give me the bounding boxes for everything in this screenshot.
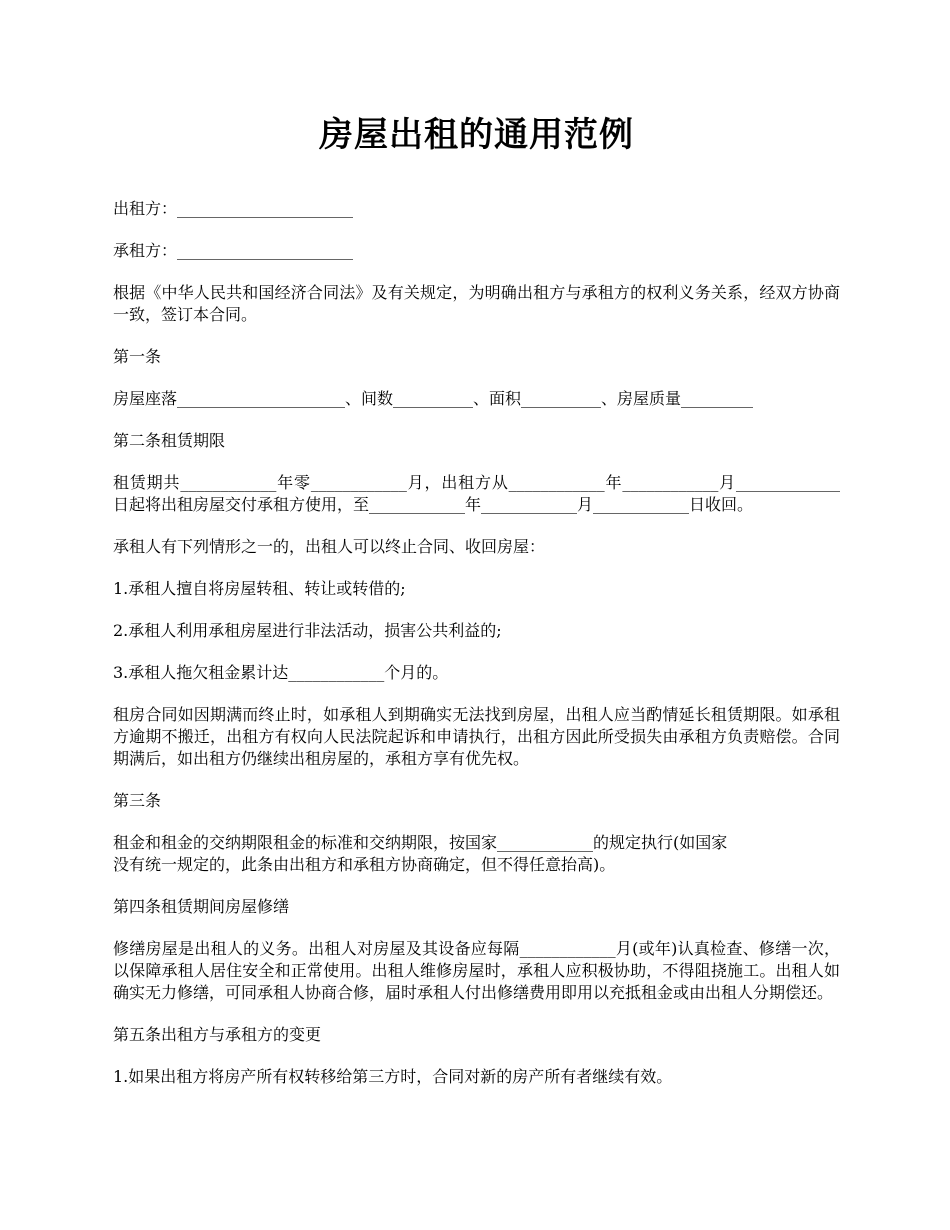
article-5-item-1: 1.如果出租方将房产所有权转移给第三方时，合同对新的房产所有者继续有效。 [113,1067,673,1086]
article-4-body: 修缮房屋是出租人的义务。出租人对房屋及其设备应每隔____________月(或年)认真检查、修缮一次，以保障承租人居住安全和正常使用。出租人维修房屋时，承租人应积极协助，不得阻挠施工。出租人如确实无力修缮，可同承租人协商合修，届时承租人付出修缮费用即用以充抵租金或由出租人分期偿还。 [113,939,840,1002]
article-2-body: 租赁期共____________年零____________月，出租方从____________年____________月_____________日起将出租房屋交付承租方使用，至____________年____________月____________日收回。 [113,473,840,514]
termination-item-2: 2.承租人利用承租房屋进行非法活动，损害公共利益的; [113,621,502,640]
lessee-line: 承租方：______________________ [113,241,354,260]
termination-item-3: 3.承租人拖欠租金累计达____________个月的。 [113,663,449,682]
expiry-paragraph: 租房合同如因期满而终止时，如承租人到期确实无法找到房屋，出租人应当酌情延长租赁期限。如承租方逾期不搬迁，出租方有权向人民法院起诉和申请执行，出租方因此所受损失由承租方负责赔偿。合同期满后，如出租方仍继续出租房屋的，承租方享有优先权。 [113,705,840,768]
lessor-line: 出租方：______________________ [113,199,354,218]
preamble-paragraph: 根据《中华人民共和国经济合同法》及有关规定，为明确出租方与承租方的权利义务关系，经双方协商一致，签订本合同。 [113,283,840,324]
termination-item-1: 1.承租人擅自将房屋转租、转让或转借的; [113,579,406,598]
termination-intro: 承租人有下列情形之一的，出租人可以终止合同、收回房屋： [113,537,546,556]
article-4-heading: 第四条租赁期间房屋修缮 [113,897,290,916]
document-title: 房屋出租的通用范例 [319,115,634,155]
article-3-body: 租金和租金的交纳期限租金的标准和交纳期限，按国家____________的规定执行(如国家 没有统一规定的，此条由出租方和承租方协商确定，但不得任意抬高)。 [113,833,728,874]
article-5-heading: 第五条出租方与承租方的变更 [113,1025,322,1044]
article-3-heading: 第三条 [113,791,162,810]
article-1-heading: 第一条 [113,347,162,366]
article-1-body: 房屋座落_____________________、间数__________、面积__________、房屋质量_________ [113,389,754,408]
article-2-heading: 第二条租赁期限 [113,431,226,450]
